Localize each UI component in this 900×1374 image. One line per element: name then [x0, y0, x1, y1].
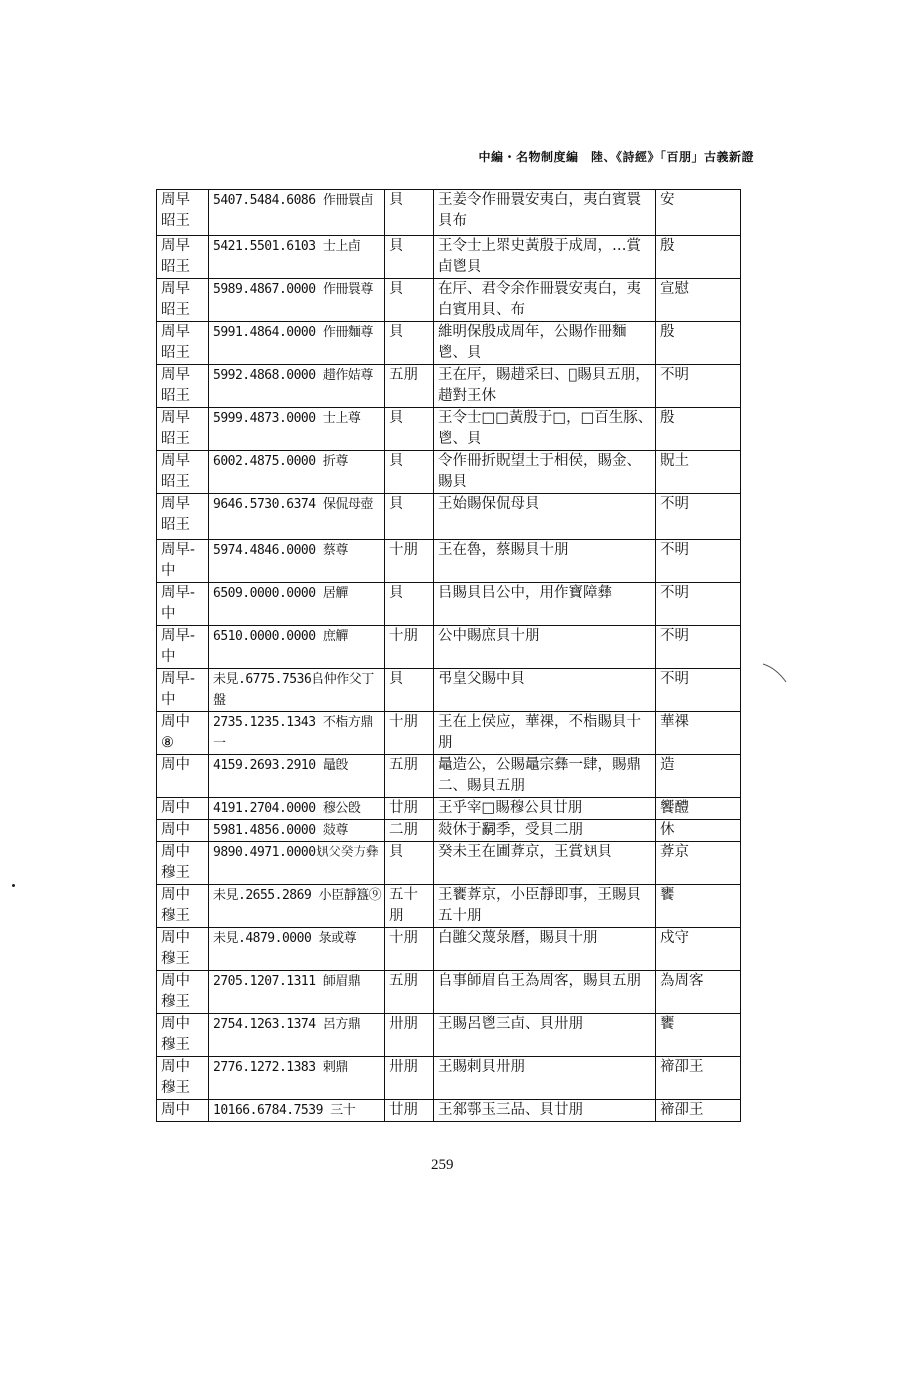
cell-amount: 貝 [385, 451, 434, 494]
cell-amount: 五朋 [385, 971, 434, 1014]
cell-period: 周中 ⑧ [157, 712, 209, 755]
cell-inscription: 王令士□□黃殷于□，□百生豚、鬯、貝 [434, 408, 656, 451]
cell-id: 5989.4867.0000 作冊睘尊 [209, 279, 385, 322]
cell-note: 禘卲王 [656, 1100, 741, 1122]
cell-period: 周早 昭王 [157, 279, 209, 322]
cell-id: 4191.2704.0000 穆公𣪘 [209, 798, 385, 820]
cell-id: 2754.1263.1374 呂方鼎 [209, 1014, 385, 1057]
cell-inscription: 公中賜庶貝十朋 [434, 626, 656, 669]
cell-amount: 卅朋 [385, 1014, 434, 1057]
cell-id: 10166.6784.7539 三十 [209, 1100, 385, 1122]
table-row [157, 798, 741, 820]
cell-amount: 十朋 [385, 626, 434, 669]
cell-amount: 貝 [385, 842, 434, 885]
cell-inscription: 王賜剌貝卅朋 [434, 1057, 656, 1100]
cell-id: 5999.4873.0000 士上尊 [209, 408, 385, 451]
cell-amount: 廿朋 [385, 1100, 434, 1122]
cell-inscription: 鼂造公，公賜鼂宗彝一肆，賜鼎二、賜貝五朋 [434, 755, 656, 798]
table-row [157, 451, 741, 494]
table-row [157, 190, 741, 236]
cell-id: 9890.4971.0000𢦚父癸方彝 [209, 842, 385, 885]
cell-note: 為周客 [656, 971, 741, 1014]
cell-note: 休 [656, 820, 741, 842]
cell-note: 造 [656, 755, 741, 798]
cell-note: 饔 [656, 885, 741, 928]
cell-id: 未見.6775.7536𠂤仲作父丁盤 [209, 669, 385, 712]
cell-inscription: 王始賜保侃母貝 [434, 494, 656, 540]
table-row [157, 1014, 741, 1057]
table-row [157, 669, 741, 712]
table-row [157, 236, 741, 279]
cell-period: 周中 [157, 798, 209, 820]
cell-inscription: 王姜令作冊睘安夷白，夷白賓睘貝布 [434, 190, 656, 236]
cell-id: 5974.4846.0000 蔡尊 [209, 540, 385, 583]
cell-amount: 十朋 [385, 540, 434, 583]
cell-period: 周早 昭王 [157, 236, 209, 279]
table-row [157, 928, 741, 971]
cell-amount: 貝 [385, 494, 434, 540]
cell-amount: 貝 [385, 279, 434, 322]
cell-inscription: 王䣄鄠玉三品、貝廿朋 [434, 1100, 656, 1122]
stray-mark [762, 662, 788, 684]
cell-id: 6510.0000.0000 庶觶 [209, 626, 385, 669]
cell-note: 不明 [656, 583, 741, 626]
inscription-table [156, 189, 741, 1122]
table-row [157, 971, 741, 1014]
cell-period: 周早 昭王 [157, 190, 209, 236]
cell-amount: 五朋 [385, 365, 434, 408]
cell-amount: 二朋 [385, 820, 434, 842]
table-row [157, 494, 741, 540]
cell-inscription: 王在上侯应，華祼，不栺賜貝十朋 [434, 712, 656, 755]
table-row [157, 408, 741, 451]
cell-note: 不明 [656, 494, 741, 540]
cell-period: 周中 [157, 820, 209, 842]
cell-period: 周中 穆王 [157, 842, 209, 885]
cell-inscription: 王令士上眔史黃殷于成周，…賞卣鬯貝 [434, 236, 656, 279]
cell-inscription: 王在厈，賜趞采曰、𧴩賜貝五朋，趞對王休 [434, 365, 656, 408]
cell-inscription: 令作冊折貺望土于相侯，賜金、賜貝 [434, 451, 656, 494]
stray-dot [12, 884, 15, 887]
cell-id: 未見.2655.2869 小臣靜簋⑨ [209, 885, 385, 928]
table-row [157, 540, 741, 583]
cell-amount: 十朋 [385, 928, 434, 971]
page-number: 259 [431, 1157, 454, 1173]
cell-note: 禘卲王 [656, 1057, 741, 1100]
cell-note: 不明 [656, 365, 741, 408]
table-row [157, 842, 741, 885]
cell-period: 周早 昭王 [157, 451, 209, 494]
table-row [157, 583, 741, 626]
cell-note: 貺土 [656, 451, 741, 494]
table-row [157, 626, 741, 669]
cell-id: 5421.5501.6103 士上卣 [209, 236, 385, 279]
cell-note: 不明 [656, 626, 741, 669]
cell-period: 周早- 中 [157, 669, 209, 712]
cell-note: 殷 [656, 322, 741, 365]
cell-id: 6509.0000.0000 居觶 [209, 583, 385, 626]
cell-period: 周中 穆王 [157, 1014, 209, 1057]
cell-inscription: 癸未王在圃葊京，王賞𢦚貝 [434, 842, 656, 885]
cell-amount: 五朋 [385, 755, 434, 798]
cell-inscription: 㠯賜貝㠯公中，用作寶障彝 [434, 583, 656, 626]
cell-period: 周中 穆王 [157, 971, 209, 1014]
cell-inscription: 王在魯，蔡賜貝十朋 [434, 540, 656, 583]
table-row [157, 820, 741, 842]
cell-amount: 貝 [385, 236, 434, 279]
cell-id: 5407.5484.6086 作冊睘卣 [209, 190, 385, 236]
cell-period: 周中 穆王 [157, 1057, 209, 1100]
cell-id: 未見.4879.0000 彔或尊 [209, 928, 385, 971]
cell-period: 周早 昭王 [157, 494, 209, 540]
cell-id: 4159.2693.2910 鼂𣪘 [209, 755, 385, 798]
cell-inscription: 王乎宰□賜穆公貝廿朋 [434, 798, 656, 820]
cell-inscription: 維明保殷成周年，公賜作冊麵鬯、貝 [434, 322, 656, 365]
cell-inscription: 在厈、君令余作冊睘安夷白，夷白賓用貝、布 [434, 279, 656, 322]
cell-period: 周早 昭王 [157, 408, 209, 451]
cell-period: 周早- 中 [157, 540, 209, 583]
cell-amount: 十朋 [385, 712, 434, 755]
cell-note: 殷 [656, 236, 741, 279]
cell-inscription: 王饔葊京，小臣靜即事，王賜貝五十朋 [434, 885, 656, 928]
cell-period: 周早 昭王 [157, 322, 209, 365]
cell-id: 2776.1272.1383 剌鼎 [209, 1057, 385, 1100]
cell-amount: 廿朋 [385, 798, 434, 820]
table-row [157, 279, 741, 322]
cell-amount: 卅朋 [385, 1057, 434, 1100]
table-row [157, 365, 741, 408]
cell-amount: 五十朋 [385, 885, 434, 928]
cell-amount: 貝 [385, 408, 434, 451]
cell-inscription: 王賜呂鬯三卣、貝卅朋 [434, 1014, 656, 1057]
cell-note: 華祼 [656, 712, 741, 755]
cell-id: 2735.1235.1343 不栺方鼎一 [209, 712, 385, 755]
cell-amount: 貝 [385, 190, 434, 236]
cell-id: 5992.4868.0000 趞作姞尊 [209, 365, 385, 408]
cell-period: 周中 穆王 [157, 885, 209, 928]
cell-note: 饗醴 [656, 798, 741, 820]
cell-amount: 貝 [385, 322, 434, 365]
table-row [157, 712, 741, 755]
table-row [157, 755, 741, 798]
cell-note: 饔 [656, 1014, 741, 1057]
table-body [157, 190, 741, 1122]
table-row [157, 1100, 741, 1122]
cell-inscription: 敥休于𤔲季，受貝二朋 [434, 820, 656, 842]
cell-amount: 貝 [385, 669, 434, 712]
cell-note: 安 [656, 190, 741, 236]
cell-note: 不明 [656, 669, 741, 712]
cell-period: 周中 [157, 755, 209, 798]
running-head: 中編・名物制度編 陸、《詩經》「百朋」古義新證 [478, 150, 754, 164]
table-row [157, 1057, 741, 1100]
table-row [157, 885, 741, 928]
table-row [157, 322, 741, 365]
cell-note: 宣慰 [656, 279, 741, 322]
cell-amount: 貝 [385, 583, 434, 626]
cell-period: 周早 昭王 [157, 365, 209, 408]
cell-note: 葊京 [656, 842, 741, 885]
cell-period: 周中 穆王 [157, 928, 209, 971]
cell-inscription: 𠂤事師眉𠂤王為周客，賜貝五朋 [434, 971, 656, 1014]
cell-id: 5981.4856.0000 敥尊 [209, 820, 385, 842]
cell-period: 周早- 中 [157, 626, 209, 669]
cell-period: 周中 [157, 1100, 209, 1122]
cell-id: 9646.5730.6374 保侃母壺 [209, 494, 385, 540]
cell-period: 周早- 中 [157, 583, 209, 626]
cell-note: 戍守 [656, 928, 741, 971]
cell-id: 2705.1207.1311 師眉鼎 [209, 971, 385, 1014]
cell-inscription: 弔皇父賜中貝 [434, 669, 656, 712]
cell-id: 5991.4864.0000 作冊麵尊 [209, 322, 385, 365]
cell-id: 6002.4875.0000 折尊 [209, 451, 385, 494]
cell-note: 不明 [656, 540, 741, 583]
cell-inscription: 白雝父蔑彔曆，賜貝十朋 [434, 928, 656, 971]
cell-note: 殷 [656, 408, 741, 451]
